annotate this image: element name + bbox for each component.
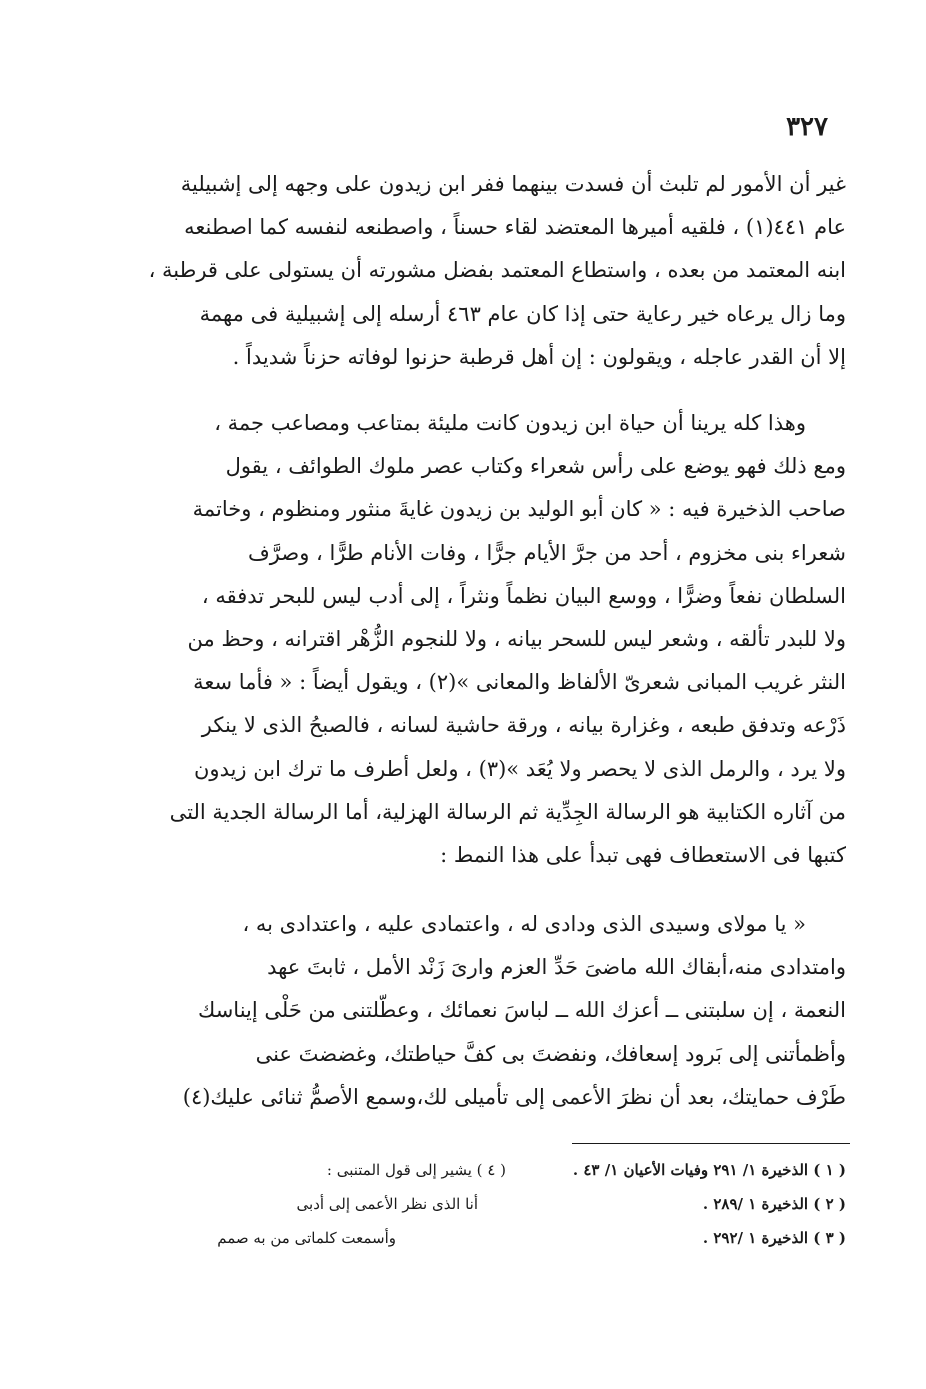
text-line: ولا يرد ، والرمل الذى لا يحصر ولا يُعَد »(٣) ، ولعل أطرف ما ترك ابن زيدون [194, 756, 846, 781]
footnotes-column-1 [526, 1153, 846, 1255]
text-line: وما زال يرعاه خير رعاية حتى إذا كان عام ٤٦٣ أرسله إلى إشبيلية فى مهمة [199, 301, 846, 326]
paragraph-2 [74, 402, 846, 877]
paragraph-1 [74, 163, 846, 379]
text-line: إلا أن القدر عاجله ، ويقولون : إن أهل قرطبة حزنوا لوفاته حزناً شديداً . [232, 344, 846, 369]
page-number: ٣٢٧ [786, 112, 828, 142]
text-line: عام ٤٤١(١) ، فلقيه أميرها المعتضد لقاء حسناً ، واصطنعه لنفسه كما اصطنعه [184, 215, 846, 240]
text-line: غير أن الأمور لم تلبث أن فسدت بينهما ففر ابن زيدون على وجهه إلى إشبيلية [180, 172, 846, 196]
footnote-4: ( ٤ ) يشير إلى قول المتنبى : [326, 1161, 506, 1179]
text-line: ومع ذلك فهو يوضع على رأس شعراء وكتاب عصر ملوك الطوائف ، يقول [225, 454, 846, 479]
footnote-divider [572, 1143, 850, 1144]
text-line: ولا للبدر تألقه ، وشعر ليس للسحر بيانه ، ولا للنجوم الزُّهْر اقترانه ، وحظ من [187, 627, 846, 652]
footnote-verse-2: وأسمعت كلماتى من به صمم [217, 1229, 396, 1247]
text-line: كتبها فى الاستعطاف فهى تبدأ على هذا النمط : [440, 843, 846, 868]
footnotes-column-2 [206, 1153, 506, 1255]
text-line: من آثاره الكتابية هو الرسالة الجِدِّية ثم الرسالة الهزلية، أما الرسالة الجدية التى [169, 799, 846, 824]
paragraph-3 [74, 903, 846, 1119]
text-line: صاحب الذخيرة فيه : « كان أبو الوليد بن زيدون غايةَ منثور ومنظوم ، وخاتمة [192, 497, 846, 522]
text-line: النعمة ، إن سلبتنى ــ أعزك الله ــ لباسَ نعمائك ، وعطّلتنى من حَلْى إيناسك [198, 998, 846, 1023]
text-line: السلطان نفعاً وضرًّا ، ووسع البيان نظماً ونثراً ، إلى أدب ليس للبحر تدفقه ، [201, 583, 846, 608]
text-line: النثر غريب المبانى شعرىّ الألفاظ والمعانى »(٢) ، ويقول أيضاً : « فأما سعة [193, 670, 846, 695]
text-line: وأظمأتنى إلى بَرود إسعافك، ونفضتَ بى كفَّ حياطتك، وغضضتَ عنى [255, 1041, 846, 1066]
footnote-2: ( ٢ ) الذخيرة ١ /٢٨٩ . [702, 1195, 846, 1213]
text-line: « يا مولاى وسيدى الذى ودادى له ، واعتمادى عليه ، واعتدادى به ، [242, 912, 806, 936]
text-line: ذَرْعه وتدفق طبعه ، وغزارة بيانه ، ورقة حاشية لسانه ، فالصبحُ الذى لا ينكر [201, 713, 846, 738]
text-line: وامتدادى منه،أبقاك الله ماضىَ حَدِّ العزم وارىَ زَنْد الأمل ، ثابتَ عهد [267, 955, 846, 980]
footnote-1: ( ١ ) الذخيرة ١/ ٢٩١ وفيات الأعيان ١/ ٤٣ . [572, 1161, 846, 1179]
text-line: وهذا كله يرينا أن حياة ابن زيدون كانت مليئة بمتاعب ومصاعب جمة ، [214, 411, 806, 435]
text-line: ابنه المعتمد من بعده ، واستطاع المعتمد بفضل مشورته أن يستولى على قرطبة ، [148, 258, 846, 283]
text-line: طَرْف حمايتك، بعد أن نظرَ الأعمى إلى تأميلى لك،وسمع الأصمُّ ثنائى عليك(٤) [182, 1084, 846, 1109]
text-line: شعراء بنى مخزوم ، أحد من جرَّ الأيام جرًّا ، وفات الأنام طرًّا ، وصرَّف [248, 540, 846, 565]
footnote-verse-1: أنا الذى نظر الأعمى إلى أدبى [296, 1195, 478, 1213]
footnote-3: ( ٣ ) الذخيرة ١ /٢٩٢ . [702, 1229, 846, 1247]
